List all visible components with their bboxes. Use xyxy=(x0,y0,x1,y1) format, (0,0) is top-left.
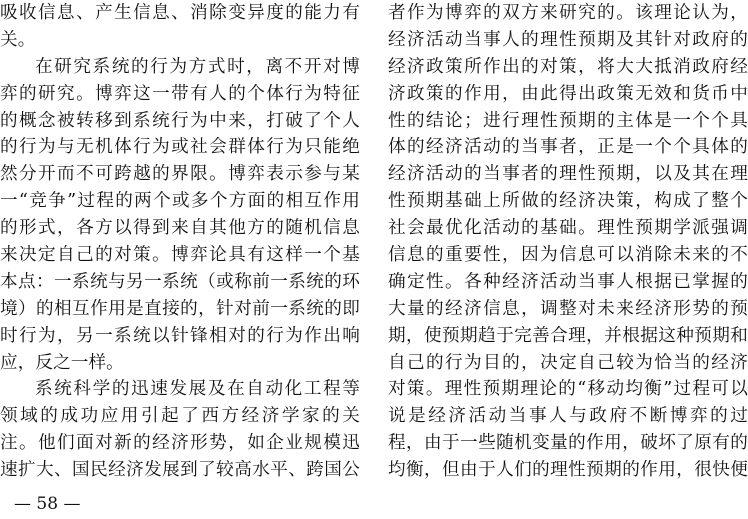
text-line: 领域的成功应用引起了西方经济学家的关 xyxy=(0,406,360,427)
text-line: 时行为，另一系统以针锋相对的行为作出响 xyxy=(0,325,360,346)
text-line: 关。 xyxy=(0,29,36,50)
text-line: 经济活动的当事者的理性预期，以及其在理 xyxy=(388,164,748,185)
text-line: 弈的研究。博弈这一带有人的个体行为特征 xyxy=(0,83,360,104)
text-line: 大量的经济信息，调整对未来经济形势的预 xyxy=(388,298,748,319)
text-line: 一“竞争”过程的两个或多个方面的相互作用 xyxy=(0,191,360,212)
text-line: 确定性。各种经济活动当事人根据已掌握的 xyxy=(388,271,748,292)
text-line: 本点：一系统与另一系统（或称前一系统的环 xyxy=(0,271,360,292)
text-line: 境）的相互作用是直接的，针对前一系统的即 xyxy=(0,298,360,319)
text-line: 对策。理性预期理论的“移动均衡”过程可以 xyxy=(388,379,748,400)
text-line: 者作为博弈的双方来研究的。该理论认为， xyxy=(388,3,748,23)
left-text-column xyxy=(0,0,360,484)
text-line: 速扩大、国民经济发展到了较高水平、跨国公 xyxy=(0,460,360,481)
text-line: 然分开而不可跨越的界限。博弈表示参与某 xyxy=(0,164,360,185)
paragraph-first-line: 系统科学的迅速发展及在自动化工程等 xyxy=(35,379,360,400)
text-line: 来决定自己的对策。博弈论具有这样一个基 xyxy=(0,245,360,266)
text-line: 注。他们面对新的经济形势，如企业规模迅 xyxy=(0,433,360,454)
text-line: 期，使预期趋于完善合理，并根据这种预期和 xyxy=(388,325,748,346)
text-line: 体的经济活动的当事者，正是一个个具体的 xyxy=(388,137,748,158)
right-text-column xyxy=(388,0,748,484)
text-line: 的形式，各方以得到来自其他方的随机信息 xyxy=(0,218,360,239)
text-line: 经济活动当事人的理性预期及其针对政府的 xyxy=(388,29,748,50)
text-line: 吸收信息、产生信息、消除变异度的能力有 xyxy=(0,3,360,23)
text-line: 性预期基础上所做的经济决策，构成了整个 xyxy=(388,191,748,212)
text-line: 自己的行为目的，决定自己较为恰当的经济 xyxy=(388,352,748,373)
text-line: 社会最优化活动的基础。理性预期学派强调 xyxy=(388,218,748,239)
text-line: 应，反之一样。 xyxy=(0,352,124,373)
text-line: 信息的重要性，因为信息可以消除未来的不 xyxy=(388,245,748,266)
text-line: 性的结论；进行理性预期的主体是一个个具 xyxy=(388,110,748,131)
page-number: — 58 — xyxy=(14,494,81,514)
text-line: 程，由于一些随机变量的作用，破坏了原有的 xyxy=(388,433,748,454)
text-line: 说是经济活动当事人与政府不断博弈的过 xyxy=(388,406,748,427)
text-line: 的行为与无机体行为或社会群体行为只能绝 xyxy=(0,137,360,158)
text-line: 的概念被转移到系统行为中来，打破了个人 xyxy=(0,110,360,131)
text-line: 均衡，但由于人们的理性预期的作用，很快便 xyxy=(388,460,748,481)
text-line: 济政策的作用，由此得出政策无效和货币中 xyxy=(388,83,748,104)
paragraph-first-line: 在研究系统的行为方式时，离不开对博 xyxy=(35,56,360,77)
text-line: 经济政策所作出的对策，将大大抵消政府经 xyxy=(388,56,748,77)
